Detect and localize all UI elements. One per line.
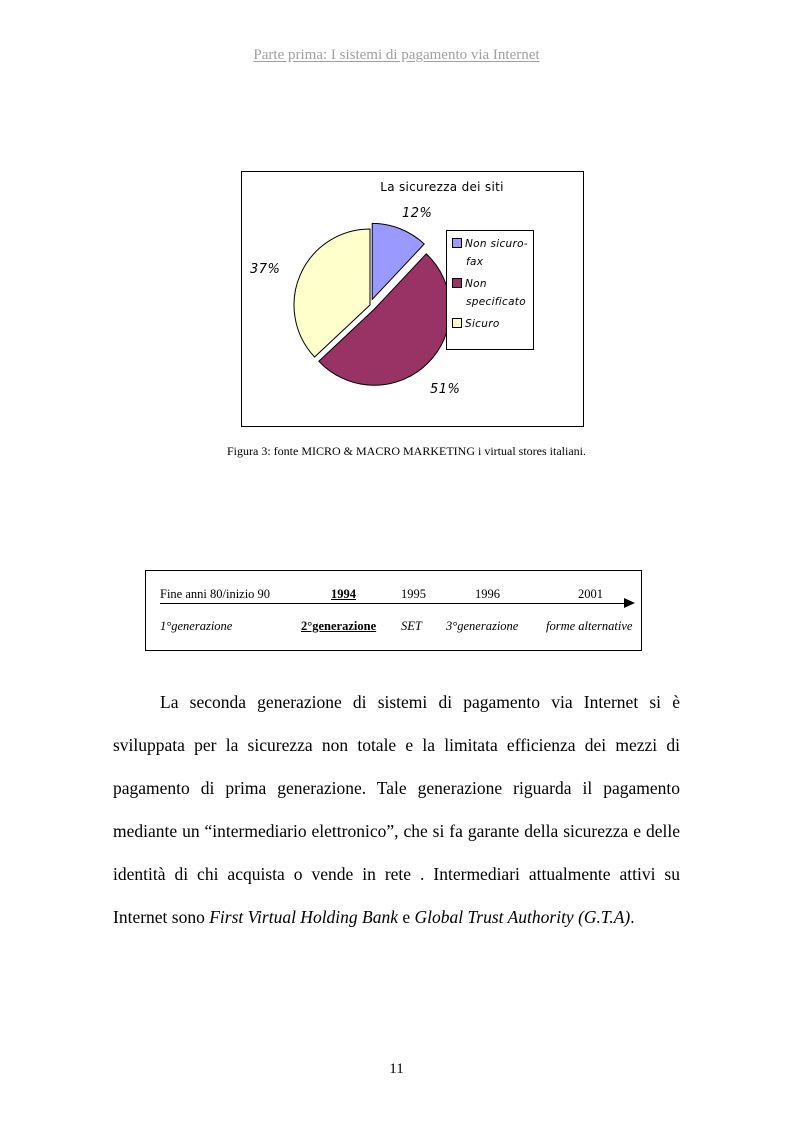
paragraph-text: e [398, 907, 415, 927]
timeline-generation: 3°generazione [446, 619, 519, 633]
timeline-arrow-line [160, 603, 626, 604]
paragraph-emphasis: Global Trust Authority (G.T.A) [414, 907, 631, 927]
legend-label: Sicuro [465, 318, 500, 330]
legend-label: fax [466, 256, 484, 268]
pie-label-sicuro: 37% [250, 262, 281, 277]
pie-chart [241, 171, 584, 427]
timeline-year: 2001 [578, 587, 603, 601]
legend-item-sicuro [452, 315, 532, 333]
paragraph-text: . [630, 907, 635, 927]
chart-legend [446, 230, 534, 350]
paragraph-text: La seconda generazione di sistemi di pagamento via Internet si è sviluppata per la sicurezza non totale e la limitata efficienza dei mezzi di pagamento di prima generazione. Tale generazione riguarda il pagamento mediante un “intermediario elettronico”, che si fa garante della sicurezza e delle identità di chi acquista o vende in rete . Intermediari attualmente attivi su Internet sono [113, 692, 680, 927]
page-number: 11 [389, 1061, 404, 1077]
timeline-year: 1995 [401, 587, 426, 601]
timeline-year: Fine anni 80/inizio 90 [160, 587, 271, 601]
pie-label-non-sicuro-fax: 12% [402, 206, 433, 221]
legend-label: Non sicuro- [465, 238, 528, 250]
timeline-generation: forme alternative [546, 619, 633, 633]
legend-item-non-specificato [452, 275, 532, 311]
legend-swatch [452, 318, 462, 328]
timeline-generation: SET [401, 619, 422, 633]
paragraph-emphasis: First Virtual Holding Bank [209, 907, 399, 927]
figure-caption: Figura 3: fonte MICRO & MACRO MARKETING i virtual stores italiani. [227, 444, 586, 458]
arrow-right-icon [624, 598, 635, 608]
legend-swatch [452, 238, 462, 248]
timeline-year: 1996 [475, 587, 500, 601]
legend-label: Non [465, 278, 487, 290]
chart-title: La sicurezza dei siti [380, 180, 504, 194]
timeline-year-highlighted: 1994 [331, 587, 356, 601]
timeline-generation-highlighted: 2°generazione [301, 619, 377, 633]
legend-swatch [452, 278, 462, 288]
legend-label: specificato [466, 296, 526, 308]
legend-item-non-sicuro-fax [452, 235, 532, 271]
running-header: Parte prima: I sistemi di pagamento via Internet [253, 47, 540, 63]
timeline-generation: 1°generazione [160, 619, 233, 633]
pie-label-non-specificato: 51% [430, 382, 461, 397]
timeline [145, 570, 642, 651]
body-paragraph [113, 681, 680, 939]
